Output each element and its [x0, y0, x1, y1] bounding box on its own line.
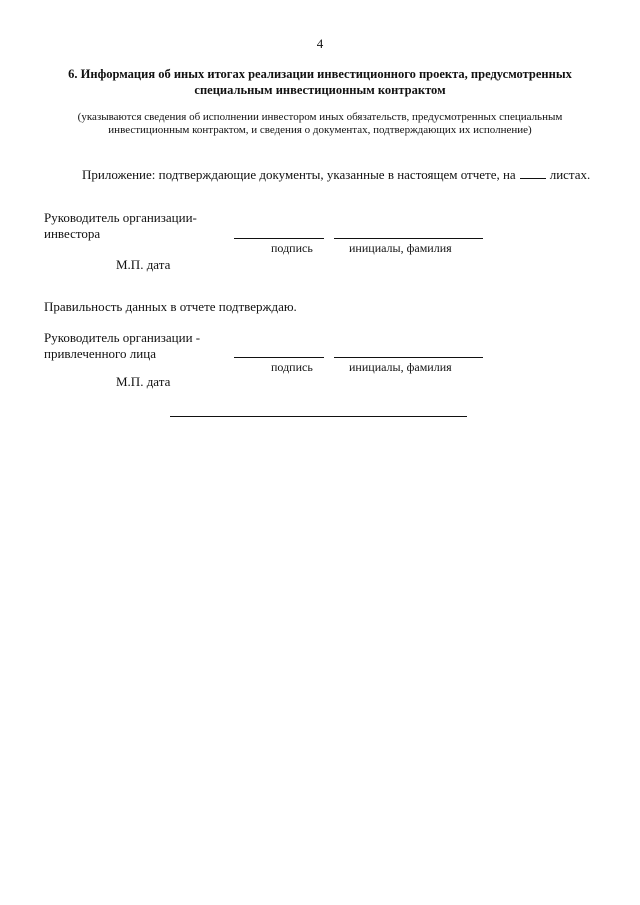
investor-name-line: [334, 238, 483, 239]
closing-rule: [170, 416, 467, 417]
section-heading-line-1: 6. Информация об иных итогах реализации инвестиционного проекта, предусмотренных: [68, 67, 572, 81]
investor-head-title-line-1: Руководитель организации-: [44, 210, 197, 225]
section-note: [40, 111, 600, 137]
attachment-line: [82, 167, 590, 183]
section-heading: [40, 66, 600, 98]
investor-signature-caption: подпись: [271, 241, 313, 255]
section-note-line-2: инвестиционным контрактом, и сведения о документах, подтверждающих их исполнение): [108, 124, 532, 136]
sheet-count-blank: [520, 168, 546, 179]
investor-head-title: [44, 210, 197, 242]
investor-name-caption: инициалы, фамилия: [349, 241, 452, 255]
investor-signature-line: [234, 238, 324, 239]
section-heading-line-2: специальным инвестиционным контрактом: [194, 83, 446, 97]
page-number: 4: [316, 36, 324, 51]
confirmation-statement: Правильность данных в отчете подтверждаю.: [44, 299, 297, 314]
attachment-suffix: листах.: [549, 167, 591, 182]
attracted-head-title: [44, 330, 200, 362]
section-note-line-1: (указываются сведения об исполнении инвестором иных обязательств, предусмотренных специальным: [77, 111, 563, 123]
investor-seal-date: М.П. дата: [116, 257, 171, 272]
attracted-signature-line: [234, 357, 324, 358]
investor-head-title-line-2: инвестора: [44, 226, 101, 241]
attracted-name-caption: инициалы, фамилия: [349, 360, 452, 374]
attracted-seal-date: М.П. дата: [116, 374, 171, 389]
attracted-signature-caption: подпись: [271, 360, 313, 374]
attracted-name-line: [334, 357, 483, 358]
attachment-text: Приложение: подтверждающие документы, указанные в настоящем отчете, на: [82, 167, 516, 182]
attracted-head-title-line-1: Руководитель организации -: [44, 330, 201, 345]
attracted-head-title-line-2: привлеченного лица: [44, 346, 156, 361]
